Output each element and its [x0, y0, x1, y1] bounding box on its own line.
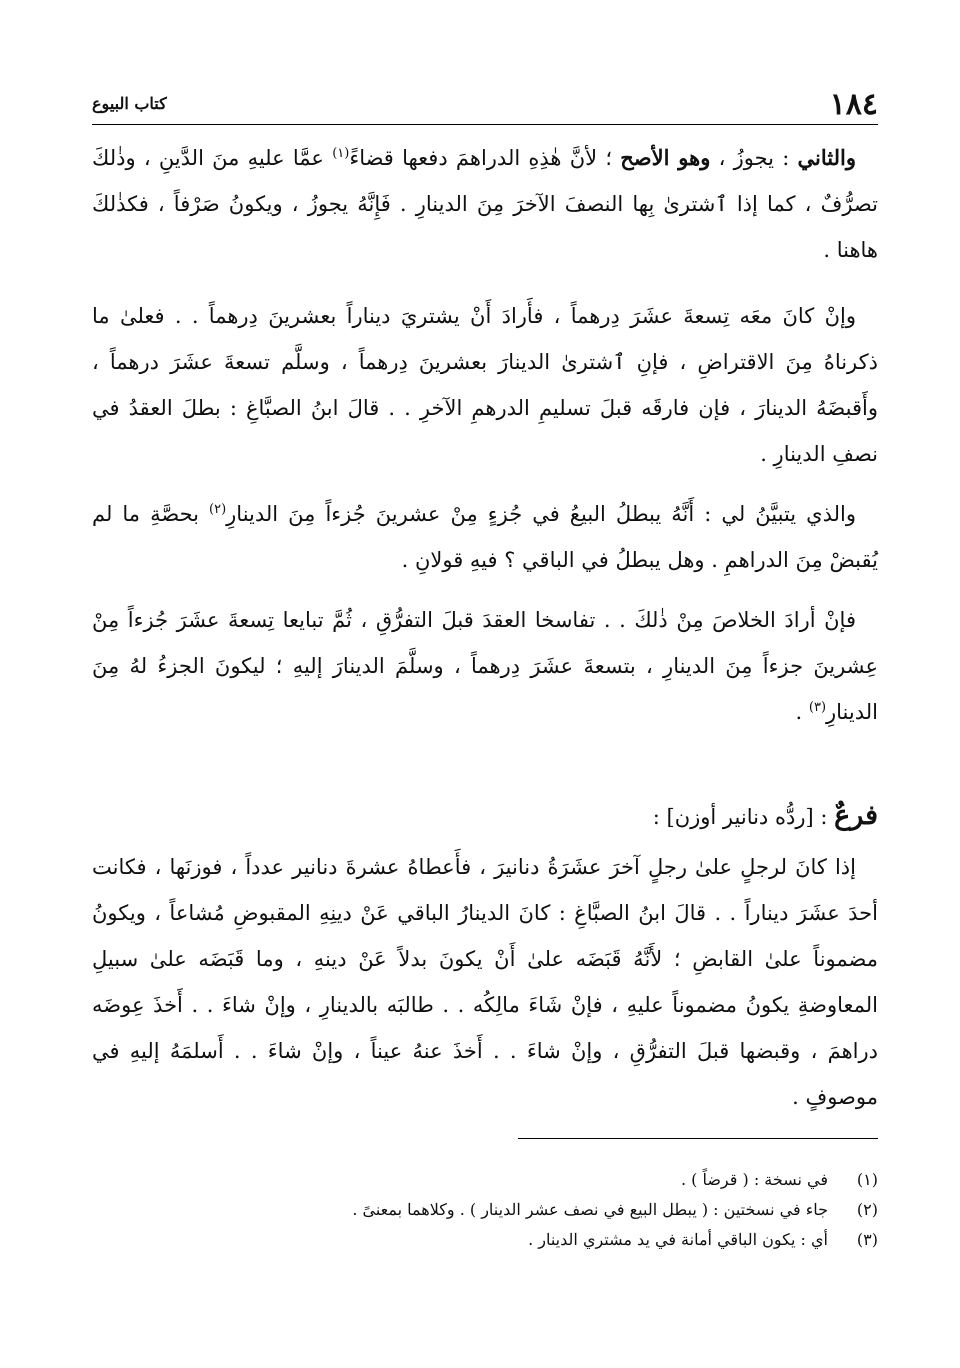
paragraph-1-lead: والثاني [797, 145, 856, 170]
paragraph-4-text-b: . [795, 700, 809, 724]
paragraph-3-text-a: والذي يتبيَّنُ لي : أَنَّهُ يبطلُ البيعُ في جُزءٍ مِنْ عشرينَ جُزءاً مِنَ الدينارِ [226, 502, 857, 526]
paragraph-2-text: وإنْ كانَ معَه تِسعةَ عشَرَ دِرهماً ، فأَرادَ أَنْ يشتريَ ديناراً بعشرينَ دِرهماً . . فعلىٰ ما ذكرناهُ مِنَ الاقتراضِ ، فإنِ ٱشترىٰ الدينارَ بعشرينَ دِرهماً ، وسلَّم تسعةَ عشَرَ درهماً ، وأَقبضَهُ الدينارَ ، فإن فارقَه قبلَ تسليمِ الدرهمِ الآخرِ . . قالَ ابنُ الصبَّاغِ : بطلَ العقدُ في نصفِ الدينارِ . [92, 304, 878, 466]
page-header [92, 86, 878, 125]
paragraph-1-text-c: عمَّا عليهِ منَ الدَّينِ ، وذٰلكَ تصرُّفٌ ، كما إذا ٱشترىٰ بِها النصفَ الآخرَ مِنَ الدينارِ . فَإِنَّهُ يجوزُ ، ويكونُ صَرْفاً ، فكذٰلكَ هاهنا . [92, 146, 878, 262]
book-page [92, 86, 878, 1255]
footnote-divider [518, 1138, 878, 1139]
paragraph-3-text-b: بحصَّةِ ما لم يُقبضْ مِنَ الدراهمِ . وهل يبطلُ في الباقي ؟ فيهِ قولانِ . [92, 502, 878, 572]
paragraph-1-text-a: : يجوزُ ، [710, 146, 798, 170]
section-heading-word: فرعٌ [834, 800, 878, 831]
footnote-text: جاء في نسختين : ( يبطل البيع في نصف عشر الدينار ) . وكلاهما بمعنىً . [352, 1200, 828, 1219]
footnote-text: في نسخة : ( قرضاً ) . [680, 1170, 828, 1189]
paragraph-4 [92, 597, 878, 735]
footnotes [92, 1165, 878, 1255]
running-title: كتاب البيوع [92, 94, 167, 113]
footnote-number: (٣) [856, 1230, 878, 1249]
paragraph-3 [92, 491, 878, 583]
footnote-ref-3: (٣) [808, 700, 827, 715]
paragraph-1-bold: وهو الأصح [620, 145, 711, 170]
paragraph-1-text-b: ؛ لأنَّ هٰذِهِ الدراهمَ دفعها قضاءً [349, 146, 621, 170]
footnote-number: (٢) [856, 1200, 878, 1219]
paragraph-4-text-a: فإنْ أرادَ الخلاصَ مِنْ ذٰلكَ . . تفاسخا العقدَ قبلَ التفرُّقِ ، ثُمَّ تبايعا تِسعةَ عشَرَ جُزءاً مِنْ عِشرينَ جزءاً مِنَ الدينارِ ، بتسعةَ عشَرَ دِرهماً ، وسلَّمَ الدينارَ إليهِ ؛ ليكونَ الجزءُ لهُ مِنَ الدينارِ [92, 608, 878, 724]
paragraph-1 [92, 135, 878, 273]
section-heading [92, 793, 878, 840]
footnote-1 [92, 1165, 878, 1195]
footnote-ref-1: (١) [332, 146, 350, 161]
footnote-ref-2: (٢) [209, 502, 227, 517]
paragraph-5-text: إذا كانَ لرجلٍ علىٰ رجلٍ آخرَ عشَرَةُ دنانيرَ ، فأَعطاهُ عشرةَ دنانير عدداً ، فوزنَها ، فكانت أحدَ عشَرَ ديناراً . . قالَ ابنُ الصبَّاغِ : كانَ الدينارُ الباقي عَنْ دينِهِ المقبوضِ مُشاعاً ، ويكونُ مضموناً علىٰ القابضِ ؛ لأَنَّهُ قَبَضَه علىٰ أَنْ يكونَ بدلاً عَنْ دينهِ ، وما قَبَضَه علىٰ سبيلِ المعاوضةِ يكونُ مضموناً عليهِ ، فإنْ شَاءَ مالِكُه . . طالبَه بالدينارِ ، وإنْ شاءَ . . أَخذَ عِوضَه دراهمَ ، وقبضها قبلَ التفرُّقِ ، وإنْ شاءَ . . أَخذَ عنهُ عيناً ، وإنْ شاءَ . . أَسلمَهُ إليهِ في موصوفٍ . [92, 855, 879, 1109]
paragraph-5 [92, 844, 878, 1120]
footnote-number: (١) [856, 1170, 878, 1189]
page-number: ١٨٤ [829, 87, 878, 122]
footnote-2 [92, 1195, 878, 1225]
section-heading-title: : [ردُّه دنانير أوزن] : [652, 805, 835, 829]
paragraph-2 [92, 293, 878, 477]
footnote-3 [92, 1225, 878, 1255]
footnote-text: أي : يكون الباقي أمانة في يد مشتري الدينار . [528, 1230, 828, 1249]
